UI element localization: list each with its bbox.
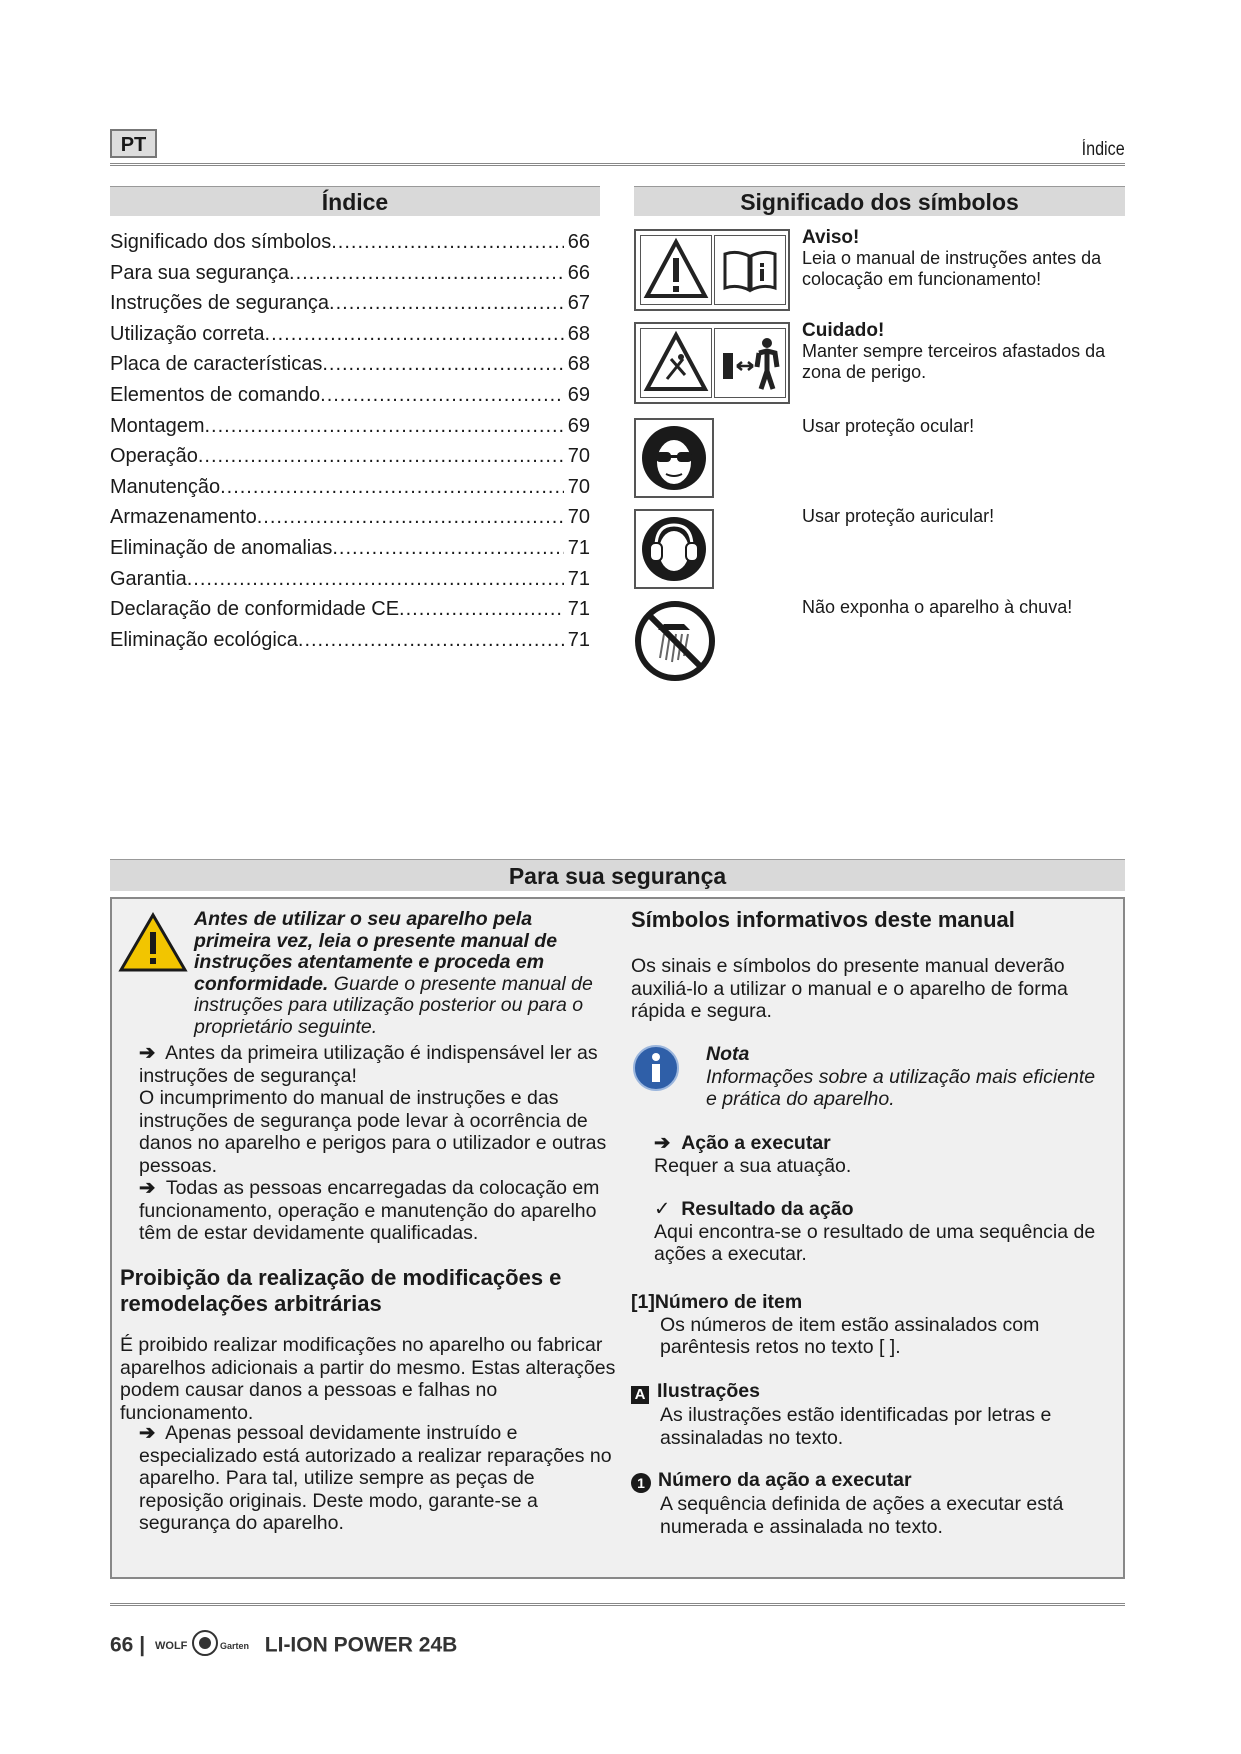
language-badge: PT bbox=[110, 129, 157, 158]
toc-item bbox=[110, 564, 590, 595]
svg-text:WOLF: WOLF bbox=[154, 1640, 188, 1652]
symbols-title: Significado dos símbolos bbox=[634, 186, 1125, 216]
footer-product: LI-ION POWER 24B bbox=[264, 1633, 458, 1657]
modifications-title: Proibição da realização de modificações e remodelações arbitrárias bbox=[120, 1265, 562, 1316]
caution-triangle-icon bbox=[640, 328, 712, 398]
toc-item-dots bbox=[198, 441, 564, 472]
toc-item-page: 70 bbox=[567, 506, 590, 529]
safety-bullet-1 bbox=[139, 1042, 619, 1177]
symbol-warning-desc: Leia o manual de instruções antes da colocação em funcionamento! bbox=[802, 248, 1102, 289]
footer bbox=[110, 1628, 457, 1664]
check-icon: ✓ bbox=[654, 1198, 671, 1220]
toc-item bbox=[110, 625, 590, 656]
info-symbols-title: Símbolos informativos deste manual bbox=[631, 907, 1015, 932]
num-title: Número da ação a executar bbox=[658, 1469, 912, 1491]
acao-title: Ação a executar bbox=[681, 1132, 831, 1154]
footer-separator: | bbox=[139, 1633, 146, 1657]
toc-item-page: 71 bbox=[567, 567, 590, 590]
toc-item bbox=[110, 502, 590, 533]
nota-block bbox=[706, 1043, 1106, 1111]
toc-item-page: 70 bbox=[567, 475, 590, 498]
safety-bullet-2-text: Todas as pessoas encarregadas da colocação em funcionamento, operação e manutenção do aparelho têm de estar devidamente qualificadas. bbox=[139, 1177, 600, 1244]
toc-item-dots bbox=[322, 349, 563, 380]
arrow-icon: ➔ bbox=[139, 1042, 156, 1064]
illustrations-block bbox=[631, 1380, 1111, 1449]
nota-title: Nota bbox=[706, 1043, 750, 1065]
symbol-warning-text bbox=[802, 227, 1122, 290]
toc-item-label: Operação bbox=[110, 445, 198, 468]
symbol-caution-heading: Cuidado! bbox=[802, 320, 885, 341]
toc-item-dots bbox=[331, 227, 564, 258]
svg-text:Garten: Garten bbox=[219, 1641, 249, 1651]
toc-item bbox=[110, 472, 590, 503]
symbol-ear-protection bbox=[634, 509, 714, 589]
toc-item bbox=[110, 227, 590, 258]
symbol-rain-text: Não exponha o aparelho à chuva! bbox=[802, 597, 1073, 617]
toc-item-label: Significado dos símbolos bbox=[110, 231, 332, 253]
toc-item-label: Elementos de comando bbox=[110, 383, 321, 406]
modifications-bullet-text: Apenas pessoal devidamente instruído e especializado está autorizado a realizar reparações no aparelho. Para tal, utilize sempre as peças de reposição originais. Deste modo, garante-se a segurança do aparelho. bbox=[139, 1422, 612, 1534]
toc-list bbox=[110, 227, 590, 655]
item-number-block bbox=[631, 1291, 1111, 1359]
toc-item-label: Eliminação ecológica bbox=[110, 628, 298, 651]
item-title: Número de item bbox=[654, 1291, 803, 1313]
toc-item bbox=[110, 380, 590, 411]
no-rain-icon bbox=[634, 600, 716, 682]
toc-item-label: Armazenamento bbox=[110, 506, 257, 529]
manual-book-icon bbox=[714, 235, 786, 305]
toc-item bbox=[110, 258, 590, 289]
footer-rule bbox=[110, 1603, 1125, 1606]
safety-bullet-1-cont: O incumprimento do manual de instruções e das instruções de segurança pode levar à ocorrência de danos no aparelho e perigos para o utilizador e outras pessoas. bbox=[139, 1087, 607, 1177]
toc-item bbox=[110, 594, 590, 625]
ear-protection-icon bbox=[636, 511, 712, 587]
toc-item-dots bbox=[187, 564, 564, 595]
symbol-ear-text: Usar proteção auricular! bbox=[802, 506, 995, 526]
toc-item-dots bbox=[399, 594, 564, 625]
symbol-caution-text bbox=[802, 320, 1122, 383]
safety-bullet-1-text: Antes da primeira utilização é indispensável ler as instruções de segurança! bbox=[139, 1042, 598, 1087]
arrow-icon: ➔ bbox=[139, 1177, 156, 1199]
toc-item bbox=[110, 411, 590, 442]
ilus-title: Ilustrações bbox=[657, 1380, 760, 1402]
action-number-marker-icon: 1 bbox=[631, 1473, 651, 1493]
toc-item bbox=[110, 533, 590, 564]
result-title: Resultado da ação bbox=[681, 1198, 854, 1220]
toc-item-page: 68 bbox=[567, 353, 590, 376]
arrow-icon: ➔ bbox=[654, 1132, 671, 1154]
symbol-warning-manual bbox=[634, 229, 790, 311]
toc-item-dots bbox=[289, 258, 564, 289]
result-block bbox=[654, 1198, 1114, 1266]
toc-item-dots bbox=[220, 472, 564, 503]
acao-block bbox=[654, 1132, 1114, 1177]
safety-bullet-2 bbox=[139, 1177, 619, 1245]
toc-title: Índice bbox=[110, 186, 600, 216]
footer-page-number: 66 bbox=[110, 1633, 134, 1657]
action-number-block bbox=[631, 1469, 1111, 1538]
toc-item-dots bbox=[320, 380, 564, 411]
toc-item-label: Manutenção bbox=[110, 475, 221, 498]
result-text: Aqui encontra-se o resultado de uma sequência de ações a executar. bbox=[654, 1220, 1096, 1265]
modifications-bullet bbox=[139, 1422, 619, 1535]
safety-warning-rest: Guarde o presente manual de instruções para utilização posterior ou para o proprietário seguinte. bbox=[194, 972, 593, 1038]
toc-item-page: 70 bbox=[567, 445, 590, 468]
safety-warning-bold: Antes de utilizar o seu aparelho pela primeira vez, leia o presente manual de instruções atentamente e proceda em conformidade. bbox=[194, 908, 558, 995]
toc-item-dots bbox=[329, 288, 564, 319]
toc-item-page: 71 bbox=[567, 536, 590, 559]
toc-item-page: 68 bbox=[567, 322, 590, 345]
symbol-eye-text: Usar proteção ocular! bbox=[802, 416, 975, 436]
toc-item-label: Eliminação de anomalias bbox=[110, 536, 333, 559]
toc-item-page: 66 bbox=[567, 231, 590, 253]
toc-item-dots bbox=[298, 625, 564, 656]
brand-logo-icon bbox=[155, 1628, 255, 1664]
toc-item-dots bbox=[332, 533, 563, 564]
symbol-warning-heading: Aviso! bbox=[802, 227, 860, 248]
warning-icon bbox=[118, 912, 188, 974]
toc-item-label: Instruções de segurança bbox=[110, 292, 330, 315]
toc-item bbox=[110, 288, 590, 319]
keep-distance-icon bbox=[714, 328, 786, 398]
toc-item bbox=[110, 349, 590, 380]
symbol-caution-desc: Manter sempre terceiros afastados da zona de perigo. bbox=[802, 341, 1106, 382]
toc-item-label: Montagem bbox=[110, 414, 205, 437]
toc-item bbox=[110, 441, 590, 472]
toc-item-page: 69 bbox=[567, 414, 590, 437]
arrow-icon: ➔ bbox=[139, 1422, 156, 1444]
safety-title: Para sua segurança bbox=[110, 859, 1125, 891]
item-text: Os números de item estão assinalados com parêntesis retos no texto [ ]. bbox=[660, 1313, 1040, 1358]
toc-item-page: 66 bbox=[567, 261, 590, 284]
info-symbols-intro: Os sinais e símbolos do presente manual deverão auxiliá-lo a utilizar o manual e o aparelho de forma rápida e segura. bbox=[631, 955, 1068, 1022]
toc-item-label: Placa de características bbox=[110, 353, 323, 376]
toc-item-label: Garantia bbox=[110, 567, 187, 590]
info-icon bbox=[632, 1044, 680, 1092]
symbol-caution-distance bbox=[634, 322, 790, 404]
num-text: A sequência definida de ações a executar está numerada e assinalada no texto. bbox=[660, 1493, 1064, 1538]
header-section-label: Índice bbox=[1081, 139, 1125, 160]
eye-protection-icon bbox=[636, 420, 712, 496]
toc-item-dots bbox=[265, 319, 564, 350]
nota-text: Informações sobre a utilização mais eficiente e prática do aparelho. bbox=[706, 1065, 1096, 1110]
toc-item-page: 67 bbox=[567, 292, 590, 315]
toc-item-label: Declaração de conformidade CE bbox=[110, 598, 400, 621]
illustration-marker-icon: A bbox=[631, 1386, 649, 1404]
toc-item-label: Para sua segurança bbox=[110, 261, 290, 284]
header-rule bbox=[110, 163, 1125, 166]
safety-warning-text bbox=[194, 909, 614, 1038]
symbol-eye-protection bbox=[634, 418, 714, 498]
toc-item bbox=[110, 319, 590, 350]
toc-item-page: 71 bbox=[567, 628, 590, 651]
acao-text: Requer a sua atuação. bbox=[654, 1154, 852, 1177]
toc-item-page: 71 bbox=[567, 598, 590, 621]
toc-item-label: Utilização correta bbox=[110, 322, 265, 345]
modifications-text: É proibido realizar modificações no aparelho ou fabricar aparelhos adicionais a partir do mesmo. Estas alterações podem causar danos a pessoas e falhas no funcionamento. bbox=[120, 1334, 616, 1424]
ilus-text: As ilustrações estão identificadas por letras e assinaladas no texto. bbox=[660, 1404, 1052, 1449]
warning-triangle-icon bbox=[640, 235, 712, 305]
toc-item-dots bbox=[205, 411, 564, 442]
item-marker: [1] bbox=[631, 1291, 655, 1313]
toc-item-dots bbox=[257, 502, 564, 533]
toc-item-page: 69 bbox=[567, 383, 590, 406]
